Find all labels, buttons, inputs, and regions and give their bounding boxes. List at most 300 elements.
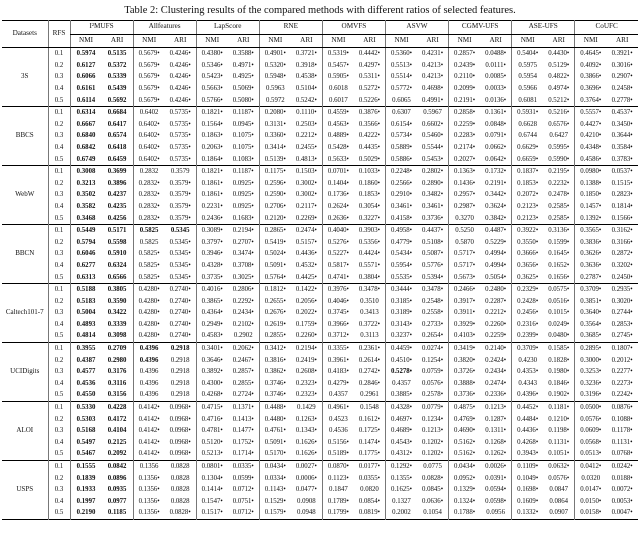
rfs-value: 0.1 [48,460,70,472]
rfs-value: 0.5 [48,94,70,106]
value-cell: 0.3783• [611,155,633,163]
value-cell: 0.4104 [107,427,127,435]
value-cell: 0.4427• [575,119,607,131]
value-cell: 0.4300• [196,378,228,390]
value-cell: 0.1213• [422,427,444,435]
value-cell: 0.5735• [169,155,191,163]
value-cell: 0.2120• [259,212,291,224]
table-row [2,60,638,72]
value-cell: 0.5120• [196,437,228,449]
value-cell: 0.0434• [449,460,481,472]
value-cell: 0.1202• [422,450,444,458]
value-cell: 0.1477• [232,427,254,435]
value-cell: 0.4538• [295,73,317,81]
value-cell: 0.0274• [417,342,449,354]
rfs-value: 0.5 [48,330,70,342]
value-cell: 0.1599• [548,238,570,246]
value-cell: 0.1178• [611,427,633,435]
value-cell: 0.6602• [422,120,444,128]
value-cell: 0.5227• [322,248,354,260]
value-cell: 0.2655• [259,295,291,307]
value-cell: 0.5216• [543,106,575,118]
value-cell: 0.3461• [385,201,417,213]
value-cell: 0.1860• [358,179,380,187]
table-row [2,354,638,366]
value-cell: 0.2466• [449,283,481,295]
table-row [2,413,638,425]
value-cell: 0.2323• [295,379,317,387]
value-cell: 0.0594• [485,486,507,494]
value-cell: 0.5995• [548,143,570,151]
value-cell: 0.3746• [259,389,291,401]
value-cell: 0.6574 [107,132,127,140]
value-cell: 0.6840 [70,130,102,142]
value-cell: 0.1839 [70,472,102,484]
value-cell: 0.2117• [295,202,317,210]
value-cell: 0.1422• [291,283,323,295]
value-cell: 0.3709• [512,342,544,354]
value-cell: 0.1254• [422,356,444,364]
value-cell: 0.2056• [295,297,317,305]
value-cell: 0.5966 [512,83,544,95]
table-row [2,83,638,95]
value-cell: 0.2419• [295,356,317,364]
rfs-value: 0.5 [48,212,70,224]
value-cell: 0.1933 [70,484,102,496]
value-cell: 0.1515• [611,179,633,187]
value-cell: 0.2125 [107,438,127,446]
value-cell: 0.4532• [295,261,317,269]
value-cell: 0.0968• [169,427,191,435]
value-cell: 0.1847 [322,484,354,496]
value-cell: 0.3478• [354,283,386,295]
value-cell: 0.4435• [358,143,380,151]
value-cell: 0.6459 [107,155,127,163]
metric-header: ARI [354,34,386,48]
method-header: I²MUFS [70,21,133,35]
table-row [2,342,638,354]
value-cell: 0.2918 [170,391,190,399]
value-cell: 0.3735• [196,271,228,283]
value-cell: 0.5242• [295,96,317,104]
value-cell: 0.2336• [485,391,507,399]
value-cell: 0.3419• [449,342,481,354]
value-cell: 0.5330 [70,401,102,413]
value-cell: 0.1789• [322,496,354,508]
value-cell: 0.3579• [169,214,191,222]
value-cell: 0.2709 [102,342,134,354]
value-cell: 0.1109• [512,460,544,472]
value-cell: 0.3699 [102,165,134,177]
value-cell: 0.1181• [543,401,575,413]
value-cell: 0.2242• [611,391,633,399]
rfs-header: RFS [48,21,70,48]
value-cell: 0.3922• [512,224,544,236]
value-cell: 0.1187• [228,165,260,177]
table-row [2,165,638,177]
value-cell: 0.5948• [259,71,291,83]
value-cell: 0.3422 [107,309,127,317]
value-cell: 0.4230 [512,354,544,366]
value-cell: 0.6749 [70,153,102,165]
value-cell: 0.2467• [232,356,254,364]
metric-header-row [2,34,638,48]
value-cell: 0.4213• [422,73,444,81]
value-cell: 0.5972 [259,94,291,106]
value-cell: 0.1332• [512,507,544,519]
value-cell: 0.2012• [611,356,633,364]
table-row [2,295,638,307]
value-cell: 0.1555 [70,460,102,472]
value-cell: 0.1054 [423,509,442,517]
dataset-label: Caltech101-7 [2,283,48,342]
value-cell: 0.0768• [611,450,633,458]
value-cell: 0.3851• [575,295,607,307]
value-cell: 0.3656• [512,260,544,272]
value-cell: 0.6114 [70,94,102,106]
value-cell: 0.0935 [107,486,127,494]
value-cell: 0.2248• [385,165,417,177]
value-cell: 0.0188• [611,474,633,482]
value-cell: 0.3401• [196,342,228,354]
value-cell: 0.0956 [486,509,505,517]
value-cell: 0.0513• [575,448,607,460]
value-cell: 0.1413• [232,415,254,423]
value-cell: 0.1356• [133,496,165,508]
value-cell: 0.1123• [322,472,354,484]
value-cell: 0.0968• [165,401,197,413]
value-cell: 0.1033• [354,165,386,177]
value-cell: 0.3666• [512,248,544,260]
value-cell: 0.5497 [70,437,102,449]
value-cell: 0.2619• [259,319,291,331]
value-cell: 0.3625• [512,271,544,283]
value-cell: 0.3892• [196,366,228,378]
value-cell: 0.5679• [133,48,165,60]
value-cell: 0.1202• [422,438,444,446]
value-cell: 0.1263• [295,415,317,423]
value-cell: 0.4387 [70,354,102,366]
value-cell: 0.2806• [228,283,260,295]
value-cell: 0.5135 [102,48,134,60]
value-cell: 0.2987• [449,201,481,213]
value-cell: 0.2957• [449,189,481,201]
value-cell: 0.3946• [196,248,228,260]
value-cell: 0.3185• [385,295,417,307]
value-cell: 0.2478• [548,191,570,199]
value-cell: 0.3000• [575,354,607,366]
value-cell: 0.6667 [70,119,102,131]
rfs-value: 0.2 [48,472,70,484]
value-cell: 0.5764• [259,271,291,283]
value-cell: 0.1075• [232,143,254,151]
value-cell: 0.1371• [228,401,260,413]
value-cell: 0.4396 [133,366,165,378]
value-cell: 0.2269• [295,214,317,222]
value-cell: 0.1788• [449,507,481,519]
value-cell: 0.4396 [133,354,165,366]
value-cell: 0.3640• [575,307,607,319]
value-cell: 0.2890• [422,179,444,187]
value-cell: 0.0147• [575,484,607,496]
value-cell: 0.2740• [165,283,197,295]
value-cell: 0.0870• [322,460,354,472]
method-header: CGMV-UFS [449,21,512,35]
value-cell: 0.4246• [169,61,191,69]
value-cell: 0.4442• [354,48,386,60]
rfs-value: 0.2 [48,237,70,249]
table-row [2,189,638,201]
table-row [2,484,638,496]
value-cell: 0.6313 [70,271,102,283]
value-cell: 0.0177• [354,460,386,472]
value-cell: 0.3842• [485,214,507,222]
value-cell: 0.6081 [512,94,544,106]
method-header: ASE-UFS [512,21,575,35]
value-cell: 0.5213• [196,448,228,460]
value-cell: 0.0391• [485,474,507,482]
rfs-value: 0.4 [48,319,70,331]
value-cell: 0.6314 [70,106,102,118]
value-cell: 0.2002 [385,507,417,519]
value-cell: 0.5320• [259,60,291,72]
value-cell: 0.3918• [295,61,317,69]
metric-header: ARI [102,34,134,48]
value-cell: 0.0335• [228,460,260,472]
value-cell: 0.3270 [449,212,481,224]
table-row [2,224,638,236]
value-cell: 0.4452• [512,401,544,413]
value-cell: 0.0242• [606,460,638,472]
value-cell: 0.3816• [259,354,291,366]
value-cell: 0.0642• [485,155,507,163]
rfs-value: 0.4 [48,142,70,154]
value-cell: 0.5129• [548,61,570,69]
value-cell: 0.1361• [480,106,512,118]
value-cell: 0.1343• [295,427,317,435]
value-cell: 0.5975 [512,60,544,72]
value-cell: 0.3579• [169,191,191,199]
value-cell: 0.5069• [232,85,254,93]
value-cell: 0.2654• [422,332,444,340]
table-row [2,119,638,131]
value-cell: 0.4222• [358,132,380,140]
value-cell: 0.3708• [232,261,254,269]
value-cell: 0.5004 [70,307,102,319]
value-cell: 0.4246• [169,96,191,104]
value-cell: 0.4312• [385,448,417,460]
metric-header: NMI [385,34,417,48]
rfs-value: 0.3 [48,71,70,83]
table-row [2,142,638,154]
value-cell: 0.5535• [385,271,417,283]
value-cell: 0.0828 [165,460,197,472]
value-cell: 0.2072• [512,189,544,201]
value-cell: 0.5434• [385,248,417,260]
value-cell: 0.1355• [385,472,417,484]
value-cell: 0.1051• [548,450,570,458]
value-cell: 0.4563• [322,119,354,131]
table-row [2,401,638,413]
value-cell: 0.1652• [548,261,570,269]
value-cell: 0.5954• [385,260,417,272]
value-cell: 0.1503• [291,165,323,177]
value-cell: 0.1812• [259,283,291,295]
rfs-value: 0.5 [48,271,70,283]
value-cell: 0.3054• [358,202,380,210]
value-cell: 0.3696• [575,83,607,95]
value-cell: 0.0026• [480,460,512,472]
value-cell: 0.3414• [259,142,291,154]
value-cell: 0.6402 [133,106,165,118]
value-cell: 0.6402• [133,130,165,142]
value-cell: 0.4689• [385,425,417,437]
value-cell: 0.2872• [611,250,633,258]
value-cell: 0.5673• [449,271,481,283]
value-cell: 0.5963 [259,83,291,95]
value-cell: 0.1656• [548,273,570,281]
value-cell: 0.5054• [485,273,507,281]
value-cell: 0.5170• [259,448,291,460]
value-cell: 0.1131• [548,438,570,446]
value-cell: 0.3113 [360,332,379,340]
value-cell: 0.0537• [606,165,638,177]
value-cell: 0.1304• [196,472,228,484]
value-cell: 0.3805 [102,283,134,295]
rfs-value: 0.2 [48,178,70,190]
value-cell: 0.2194• [291,342,323,354]
value-cell: 0.0632• [543,460,575,472]
value-cell: 0.1625• [385,484,417,496]
value-cell: 0.0828 [170,497,190,505]
value-cell: 0.3098 [107,332,127,340]
value-cell: 0.2858• [449,106,481,118]
value-cell: 0.6066 [70,71,102,83]
value-cell: 0.3579 [165,165,197,177]
value-cell: 0.4958• [385,224,417,236]
value-cell: 0.2191• [485,179,507,187]
value-cell: 0.0249• [548,320,570,328]
value-cell: 0.0968• [169,450,191,458]
value-cell: 0.3712• [322,330,354,342]
metric-header: ARI [165,34,197,48]
value-cell: 0.2399• [512,330,544,342]
value-cell: 0.4183• [322,366,354,378]
rfs-value: 0.1 [48,342,70,354]
value-cell: 0.6402• [133,119,165,131]
value-cell: 0.5990• [548,155,570,163]
value-cell: 0.1861• [196,189,228,201]
value-cell: 0.3020• [611,297,633,305]
value-cell: 0.2503• [295,120,317,128]
value-cell: 0.2212• [295,132,317,140]
value-cell: 0.1853• [512,178,544,190]
value-cell: 0.1585• [543,342,575,354]
value-cell: 0.3876• [354,106,386,118]
value-cell: 0.1324• [449,496,481,508]
value-cell: 0.4577 [70,366,102,378]
value-cell: 0.5870 [449,237,481,249]
value-cell: 0.6842 [70,142,102,154]
value-cell: 0.5183 [70,295,102,307]
rfs-value: 0.4 [48,437,70,449]
value-cell: 0.1846• [548,379,570,387]
value-cell: 0.5679• [133,71,165,83]
value-cell: 0.4741• [322,271,354,283]
value-cell: 0.3582 [70,201,102,213]
value-cell: 0.3444• [385,283,417,295]
value-cell: 0.5188 [70,283,102,295]
value-cell: 0.3966• [322,319,354,331]
value-cell: 0.4396• [512,389,544,401]
value-cell: 0.3089• [196,224,228,236]
value-cell: 0.1392• [575,212,607,224]
value-cell: 0.2102• [232,320,254,328]
value-cell: 0.3579• [169,202,191,210]
value-cell: 0.4645• [575,48,607,60]
table-row [2,507,638,519]
value-cell: 0.1436• [449,178,481,190]
value-cell: 0.5735• [165,106,197,118]
value-cell: 0.2918 [170,379,190,387]
value-cell: 0.3360• [259,130,291,142]
value-cell: 0.5360• [385,48,417,60]
value-cell: 0.5974 [70,48,102,60]
value-cell: 0.4901• [259,48,291,60]
value-cell: 0.4715• [196,401,228,413]
value-cell: 0.5346• [196,60,228,72]
value-cell: 0.3888• [449,378,481,390]
rfs-value: 0.2 [48,119,70,131]
value-cell: 0.0027• [291,460,323,472]
value-cell: 0.3626• [575,248,607,260]
metric-header: ARI [606,34,638,48]
value-cell: 0.3865• [196,295,228,307]
value-cell: 0.1645• [548,250,570,258]
rfs-value: 0.3 [48,366,70,378]
dataset-label: UCIDigits [2,342,48,401]
value-cell: 0.0847 [549,486,569,494]
value-cell: 0.4436• [295,250,317,258]
value-cell: 0.4246• [165,48,197,60]
value-cell: 0.2361• [354,342,386,354]
value-cell: 0.4769• [449,413,481,425]
value-cell: 0.4994• [485,250,507,258]
value-cell: 0.4343 [512,378,544,390]
value-cell: 0.2434• [485,368,507,376]
value-cell: 0.5276• [322,237,354,249]
value-cell: 0.2706• [259,201,291,213]
value-cell: 0.1175• [259,165,291,177]
value-cell: 0.1474• [358,438,380,446]
table-row [2,248,638,260]
dataset-label: USPS [2,460,48,519]
value-cell: 0.0355• [358,474,380,482]
value-cell: 0.5679• [133,83,165,95]
value-cell: 0.1736• [322,189,354,201]
value-cell: 0.0968• [169,415,191,423]
value-cell: 0.1980• [548,368,570,376]
value-cell: 0.3189• [385,307,417,319]
table-row [2,48,638,60]
value-cell: 0.3355• [322,342,354,354]
value-cell: 0.3736• [449,389,481,401]
value-cell: 0.2062• [228,342,260,354]
method-header: CoUFC [575,21,638,35]
value-cell: 0.3896 [107,179,127,187]
value-cell: 0.2292• [232,297,254,305]
value-cell: 0.0334• [259,472,291,484]
